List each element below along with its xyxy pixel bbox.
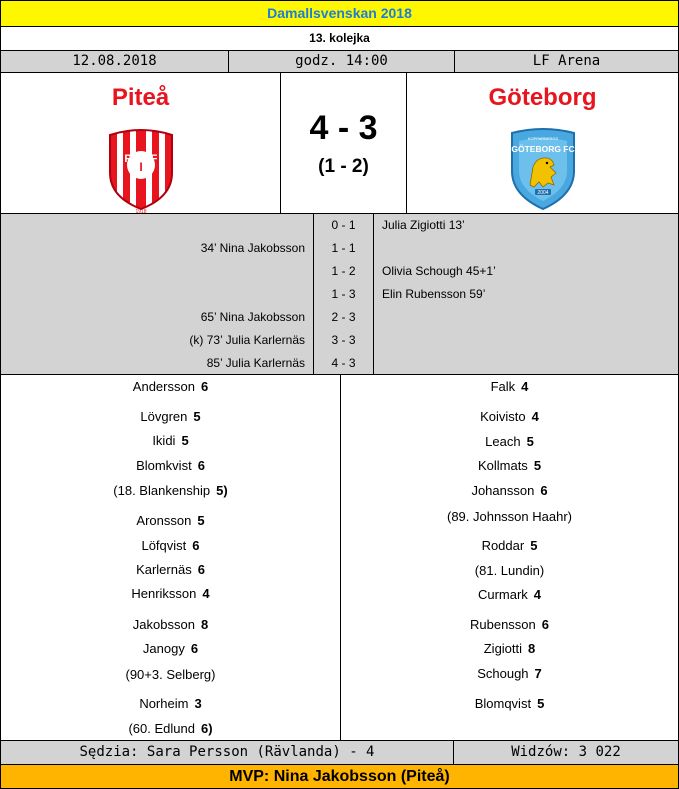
player-name: Johansson bbox=[471, 483, 535, 498]
away-team bbox=[407, 73, 678, 213]
goal-score: 1 - 3 bbox=[331, 287, 356, 301]
player-entry bbox=[1, 721, 340, 736]
player-rating: 6 bbox=[197, 458, 205, 473]
player-name: Falk bbox=[490, 379, 516, 394]
player-rating: 4 bbox=[202, 586, 210, 601]
player-name: Kollmats bbox=[477, 458, 528, 473]
running-score bbox=[313, 214, 374, 374]
player-rating: 6) bbox=[200, 721, 213, 736]
crest-letter-i: I bbox=[138, 160, 143, 174]
player-rating: 6 bbox=[540, 483, 548, 498]
attendance: Widzów: 3 022 bbox=[511, 744, 621, 760]
player-entry bbox=[1, 617, 340, 632]
player-rating: 5) bbox=[216, 483, 228, 498]
player-name: Koivisto bbox=[480, 409, 526, 424]
home-goal-scorers bbox=[1, 214, 313, 374]
away-goal: Elin Rubensson 59’ bbox=[382, 287, 486, 301]
home-team-name: Piteå bbox=[111, 84, 170, 111]
player-entry bbox=[1, 483, 340, 498]
home-goal: (k) 73’ Julia Karlernäs bbox=[189, 333, 305, 347]
player-entry bbox=[1, 586, 340, 601]
officials-bar bbox=[1, 741, 678, 765]
away-lineup bbox=[341, 375, 678, 740]
player-name: (81. Lundin) bbox=[474, 563, 545, 578]
player-entry bbox=[1, 513, 340, 528]
player-name: Norheim bbox=[139, 696, 189, 711]
player-entry bbox=[1, 538, 340, 553]
player-rating: 6 bbox=[192, 538, 200, 553]
player-name: Janogy bbox=[142, 641, 185, 656]
player-name: Rubensson bbox=[469, 617, 536, 632]
final-score: 4 - 3 bbox=[309, 109, 378, 147]
player-name: Blomkvist bbox=[136, 458, 192, 473]
home-goal: 34’ Nina Jakobsson bbox=[200, 241, 305, 255]
away-goal: Julia Zigiotti 13’ bbox=[382, 218, 465, 232]
home-goal bbox=[1, 217, 305, 240]
player-entry bbox=[341, 587, 678, 602]
away-goal-scorers bbox=[374, 214, 678, 374]
player-name: Curmark bbox=[477, 587, 528, 602]
player-name: Blomqvist bbox=[474, 696, 532, 711]
player-entry bbox=[341, 379, 678, 394]
player-rating: 5 bbox=[533, 458, 542, 473]
player-entry bbox=[1, 409, 340, 424]
player-rating: 5 bbox=[181, 433, 189, 448]
crest-letter-f: F bbox=[150, 153, 157, 165]
player-entry bbox=[341, 617, 678, 632]
player-entry bbox=[1, 667, 340, 682]
home-team bbox=[1, 73, 280, 213]
player-rating: 6 bbox=[190, 641, 199, 656]
player-rating: 5 bbox=[537, 696, 545, 711]
player-entry bbox=[1, 379, 340, 394]
player-name: Karlernäs bbox=[136, 562, 192, 577]
match-date: 12.08.2018 bbox=[1, 51, 229, 72]
player-name: (60. Edlund bbox=[128, 721, 195, 736]
home-goal: 65’ Nina Jakobsson bbox=[200, 310, 305, 324]
player-entry bbox=[341, 458, 678, 473]
goal-score: 2 - 3 bbox=[331, 310, 356, 324]
competition-title: Damallsvenskan 2018 bbox=[1, 1, 678, 27]
match-info-bar bbox=[1, 51, 678, 73]
pitea-crest-icon bbox=[106, 127, 176, 213]
player-rating: 6 bbox=[197, 562, 205, 577]
player-rating: 6 bbox=[200, 379, 209, 394]
match-venue: LF Arena bbox=[532, 53, 601, 69]
player-rating: 5 bbox=[526, 434, 534, 449]
player-entry bbox=[1, 562, 340, 577]
home-goal bbox=[1, 263, 305, 286]
away-team-name: Göteborg bbox=[488, 84, 597, 111]
player-entry bbox=[341, 666, 678, 681]
match-result bbox=[1, 73, 678, 214]
player-rating: 4 bbox=[531, 409, 539, 424]
away-goal bbox=[382, 309, 678, 332]
player-rating: 7 bbox=[534, 666, 542, 681]
mvp-banner: MVP: Nina Jakobsson (Piteå) bbox=[1, 765, 678, 788]
crest-year: 1918 bbox=[134, 209, 147, 213]
match-time: godz. 14:00 bbox=[229, 51, 455, 72]
player-name: Schough bbox=[477, 666, 529, 681]
player-name: (89. Johnsson Haahr) bbox=[446, 509, 572, 524]
player-rating: 5 bbox=[530, 538, 538, 553]
player-entry bbox=[341, 509, 678, 524]
crest-text: GÖTEBORG FC bbox=[510, 144, 575, 154]
away-goal: Olivia Schough 45+1’ bbox=[382, 264, 496, 278]
player-name: Henriksson bbox=[131, 586, 197, 601]
player-entry bbox=[341, 434, 678, 449]
score-panel bbox=[280, 73, 407, 213]
player-rating: 3 bbox=[194, 696, 202, 711]
player-entry bbox=[341, 409, 678, 424]
player-entry bbox=[1, 458, 340, 473]
crest-year: 2004 bbox=[536, 190, 549, 196]
player-entry bbox=[1, 433, 340, 448]
player-rating: 8 bbox=[528, 641, 536, 656]
goal-score: 1 - 2 bbox=[331, 264, 356, 278]
halftime-score: (1 - 2) bbox=[318, 156, 369, 177]
player-rating: 5 bbox=[197, 513, 205, 528]
home-goal: 85’ Julia Karlernäs bbox=[206, 356, 305, 370]
player-name: Jakobsson bbox=[132, 617, 195, 632]
player-rating: 5 bbox=[193, 409, 201, 424]
goteborg-crest-icon bbox=[506, 127, 580, 211]
crest-letter-p: P bbox=[123, 153, 132, 165]
player-entry bbox=[1, 641, 340, 656]
referee: Sędzia: Sara Persson (Rävlanda) - 4 bbox=[1, 741, 454, 764]
player-name: (90+3. Selberg) bbox=[125, 667, 216, 682]
player-entry bbox=[341, 563, 678, 578]
player-name: (18. Blankenship bbox=[113, 483, 211, 498]
goal-score: 3 - 3 bbox=[331, 333, 356, 347]
player-name: Aronsson bbox=[136, 513, 192, 528]
player-rating: 6 bbox=[541, 617, 549, 632]
goal-score: 1 - 1 bbox=[331, 241, 356, 255]
round-label: 13. kolejka bbox=[1, 27, 678, 51]
player-name: Zigiotti bbox=[483, 641, 523, 656]
player-name: Löfqvist bbox=[141, 538, 187, 553]
goal-score: 0 - 1 bbox=[331, 218, 356, 232]
player-name: Roddar bbox=[481, 538, 525, 553]
home-goal bbox=[1, 286, 305, 309]
goals-timeline bbox=[1, 214, 678, 375]
player-rating: 4 bbox=[521, 379, 529, 394]
player-entry bbox=[1, 696, 340, 711]
player-name: Lövgren bbox=[140, 409, 188, 424]
player-entry bbox=[341, 483, 678, 498]
player-name: Ikidi bbox=[152, 433, 176, 448]
goal-score: 4 - 3 bbox=[331, 356, 356, 370]
player-name: Leach bbox=[485, 434, 521, 449]
player-entry bbox=[341, 696, 678, 711]
player-entry bbox=[341, 641, 678, 656]
crest-subtext: KOPPARBERGS bbox=[527, 136, 558, 141]
lineups bbox=[1, 375, 678, 741]
away-goal bbox=[382, 332, 678, 355]
player-rating: 8 bbox=[200, 617, 209, 632]
player-entry bbox=[341, 538, 678, 553]
player-name: Andersson bbox=[132, 379, 195, 394]
home-lineup bbox=[1, 375, 341, 740]
player-rating: 4 bbox=[533, 587, 542, 602]
away-goal bbox=[382, 240, 678, 263]
